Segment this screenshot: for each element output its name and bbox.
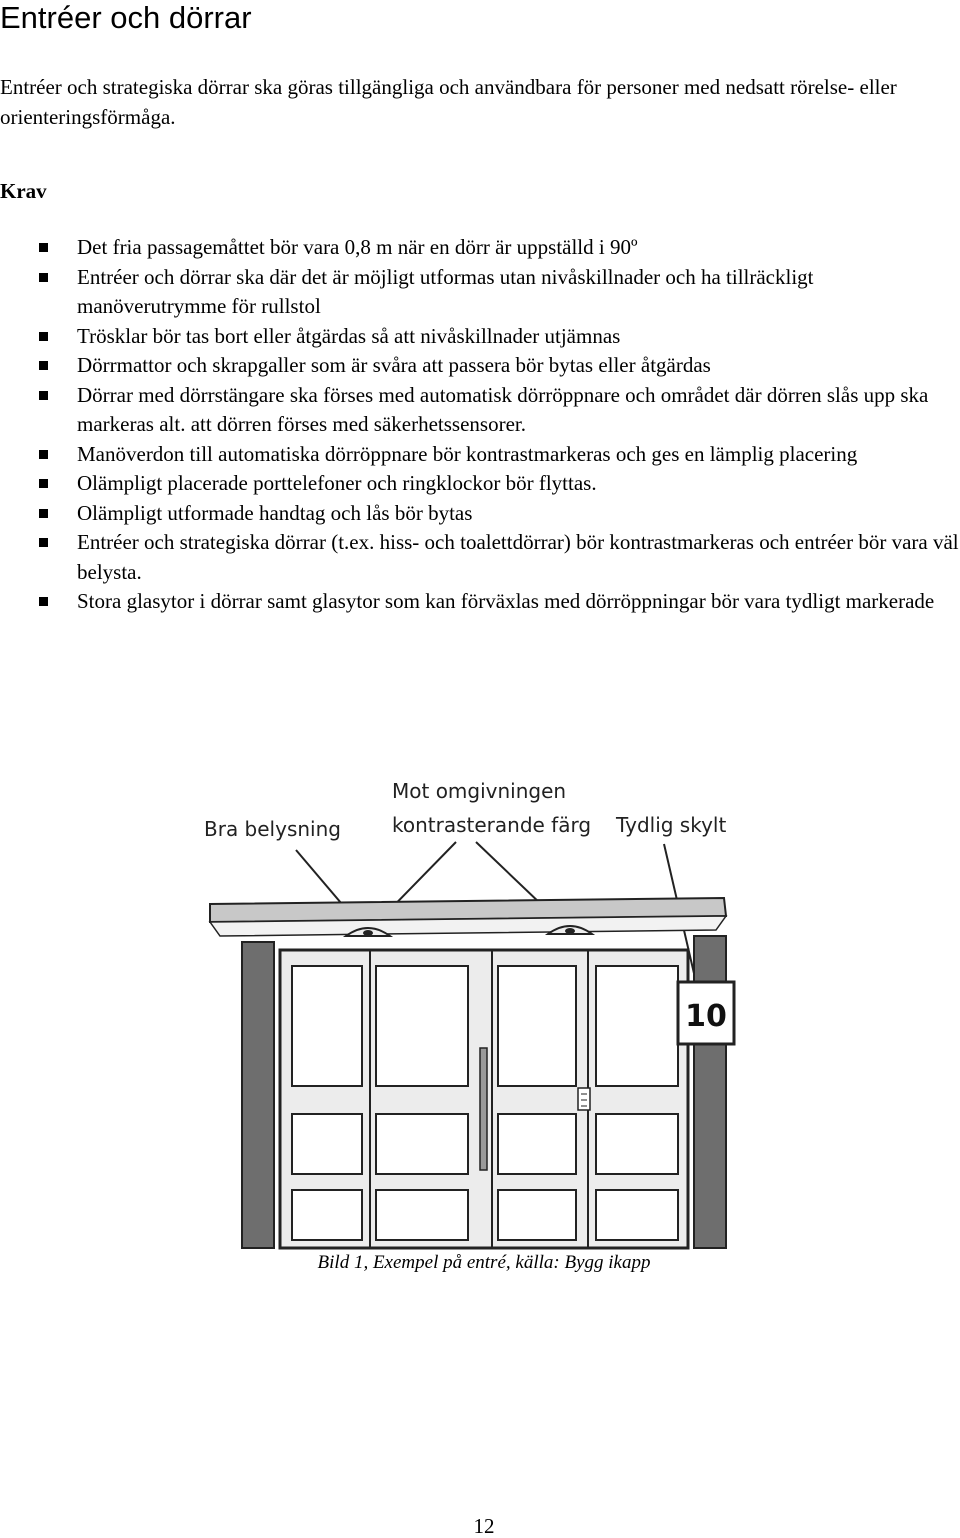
list-item bbox=[0, 381, 960, 440]
square-bullet-icon bbox=[39, 391, 48, 400]
list-item-text: Entréer och dörrar ska där det är möjligt utformas utan nivåskillnader och ha tillräckligt manöverutrymme för rullstol bbox=[77, 264, 814, 318]
square-bullet-icon bbox=[39, 332, 48, 341]
entrance-drawing bbox=[196, 770, 766, 1250]
list-item bbox=[0, 322, 960, 352]
square-bullet-icon bbox=[39, 479, 48, 488]
entrance-illustration bbox=[196, 770, 766, 1250]
square-bullet-icon bbox=[39, 243, 48, 252]
square-bullet-icon bbox=[39, 538, 48, 547]
page-title: Entréer och dörrar bbox=[0, 0, 252, 35]
list-item bbox=[0, 263, 960, 322]
list-item bbox=[0, 351, 960, 381]
list-item-text: Dörrar med dörrstängare ska förses med automatisk dörröppnare och området där dörren slås upp ska markeras alt. att dörren förses med säkerhetssensorer. bbox=[77, 382, 929, 436]
section-heading-krav: Krav bbox=[0, 179, 47, 203]
callout-clear-sign: Tydlig skylt bbox=[616, 813, 727, 837]
intro-paragraph: Entréer och strategiska dörrar ska göras tillgängliga och användbara för personer med nedsatt rörelse- eller orienteringsförmåga. bbox=[0, 75, 897, 129]
list-item-text: Trösklar bör tas bort eller åtgärdas så att nivåskillnader utjämnas bbox=[77, 323, 621, 348]
callout-contrast-line1: Mot omgivningen bbox=[392, 779, 567, 803]
square-bullet-icon bbox=[39, 509, 48, 518]
house-number: 10 bbox=[685, 999, 727, 1034]
list-item bbox=[0, 440, 960, 470]
list-item bbox=[0, 233, 960, 263]
list-item-text: Olämpligt placerade porttelefoner och ringklockor bör flyttas. bbox=[77, 471, 597, 495]
house-number-sign bbox=[678, 982, 734, 1044]
page-number: 12 bbox=[473, 1514, 495, 1538]
square-bullet-icon bbox=[39, 361, 48, 370]
left-pillar bbox=[242, 942, 274, 1248]
requirements-list bbox=[0, 233, 960, 617]
keypad-icon bbox=[578, 1088, 590, 1110]
list-item-text: Det fria passagemåttet bör vara 0,8 m när en dörr är uppställd i 90º bbox=[77, 235, 638, 259]
list-item bbox=[0, 469, 960, 499]
list-item-text: Manöverdon till automatiska dörröppnare bör kontrastmarkeras och ges en lämplig placering bbox=[77, 441, 858, 466]
list-item-text: Entréer och strategiska dörrar (t.ex. hiss- och toalettdörrar) bör kontrastmarkeras och entréer bör vara väl belysta. bbox=[77, 530, 959, 584]
square-bullet-icon bbox=[39, 450, 48, 459]
list-item bbox=[0, 528, 960, 587]
figure-caption: Bild 1, Exempel på entré, källa: Bygg ikapp bbox=[317, 1252, 651, 1273]
list-item bbox=[0, 499, 960, 529]
list-item-text: Stora glasytor i dörrar samt glasytor som kan förväxlas med dörröppningar bör vara tydligt markerade bbox=[77, 589, 935, 613]
square-bullet-icon bbox=[39, 273, 48, 282]
callout-good-lighting: Bra belysning bbox=[204, 817, 341, 841]
callout-contrast-line2: kontrasterande färg bbox=[392, 813, 592, 837]
list-item-text: Olämpligt utformade handtag och lås bör bytas bbox=[77, 500, 473, 525]
list-item-text: Dörrmattor och skrapgaller som är svåra att passera bör bytas eller åtgärdas bbox=[77, 353, 711, 377]
canopy bbox=[210, 898, 726, 936]
list-item bbox=[0, 587, 960, 617]
square-bullet-icon bbox=[39, 597, 48, 606]
door-handle-icon bbox=[480, 1048, 487, 1170]
